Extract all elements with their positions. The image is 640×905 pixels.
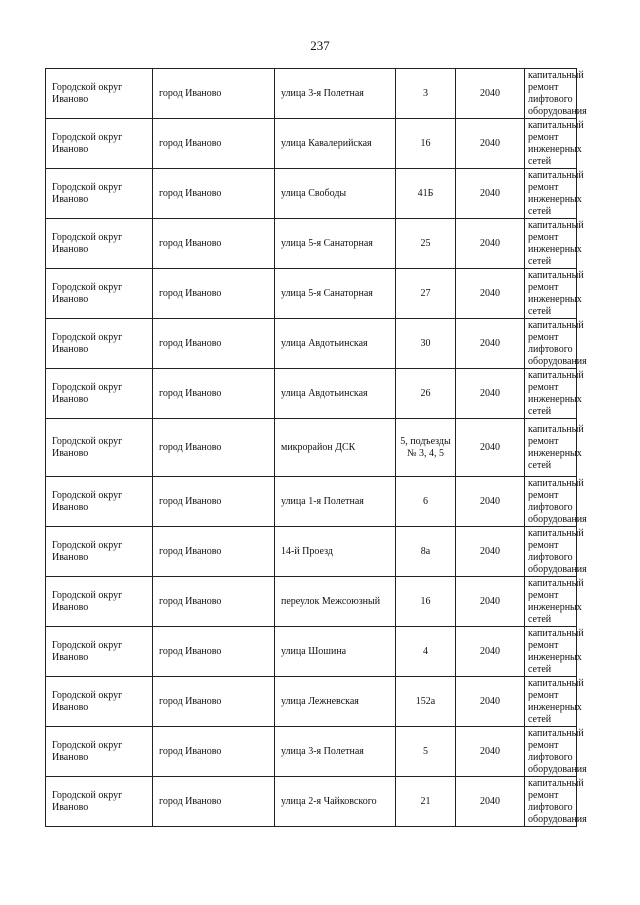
table-row — [46, 369, 577, 419]
table-row — [46, 577, 577, 627]
table-row — [46, 169, 577, 219]
work-type-cell: капитальный ремонт инженерных сетей — [525, 627, 577, 677]
house-cell: 152а — [396, 677, 456, 727]
district-cell: Городской округ Иваново — [46, 69, 153, 119]
district-cell: Городской округ Иваново — [46, 477, 153, 527]
street-cell: улица 5-я Санаторная — [275, 219, 396, 269]
house-cell: 30 — [396, 319, 456, 369]
table-row — [46, 727, 577, 777]
district-cell: Городской округ Иваново — [46, 527, 153, 577]
work-type-cell: капитальный ремонт лифтового оборудования — [525, 69, 577, 119]
district-cell: Городской округ Иваново — [46, 219, 153, 269]
year-cell: 2040 — [456, 577, 525, 627]
street-cell: микрорайон ДСК — [275, 419, 396, 477]
house-cell: 6 — [396, 477, 456, 527]
table-row — [46, 219, 577, 269]
table-row — [46, 527, 577, 577]
year-cell: 2040 — [456, 69, 525, 119]
city-cell: город Иваново — [153, 419, 275, 477]
table-row — [46, 777, 577, 827]
year-cell: 2040 — [456, 677, 525, 727]
work-type-cell: капитальный ремонт инженерных сетей — [525, 269, 577, 319]
work-type-cell: капитальный ремонт лифтового оборудования — [525, 319, 577, 369]
district-cell: Городской округ Иваново — [46, 577, 153, 627]
house-cell: 3 — [396, 69, 456, 119]
city-cell: город Иваново — [153, 627, 275, 677]
year-cell: 2040 — [456, 269, 525, 319]
year-cell: 2040 — [456, 727, 525, 777]
district-cell: Городской округ Иваново — [46, 419, 153, 477]
work-type-cell: капитальный ремонт инженерных сетей — [525, 577, 577, 627]
year-cell: 2040 — [456, 419, 525, 477]
city-cell: город Иваново — [153, 169, 275, 219]
street-cell: улица 3-я Полетная — [275, 69, 396, 119]
year-cell: 2040 — [456, 777, 525, 827]
city-cell: город Иваново — [153, 677, 275, 727]
house-cell: 4 — [396, 627, 456, 677]
street-cell: улица 3-я Полетная — [275, 727, 396, 777]
district-cell: Городской округ Иваново — [46, 169, 153, 219]
work-type-cell: капитальный ремонт инженерных сетей — [525, 169, 577, 219]
street-cell: улица Лежневская — [275, 677, 396, 727]
house-cell: 16 — [396, 119, 456, 169]
repair-schedule-table — [45, 68, 587, 827]
house-cell: 5 — [396, 727, 456, 777]
street-cell: переулок Межсоюзный — [275, 577, 396, 627]
house-cell: 26 — [396, 369, 456, 419]
work-type-cell: капитальный ремонт инженерных сетей — [525, 119, 577, 169]
city-cell: город Иваново — [153, 369, 275, 419]
city-cell: город Иваново — [153, 119, 275, 169]
house-cell: 8а — [396, 527, 456, 577]
year-cell: 2040 — [456, 319, 525, 369]
district-cell: Городской округ Иваново — [46, 777, 153, 827]
city-cell: город Иваново — [153, 269, 275, 319]
year-cell: 2040 — [456, 627, 525, 677]
table-row — [46, 419, 577, 477]
street-cell: улица 1-я Полетная — [275, 477, 396, 527]
table-row — [46, 677, 577, 727]
work-type-cell: капитальный ремонт лифтового оборудования — [525, 477, 577, 527]
street-cell: улица Авдотьинская — [275, 369, 396, 419]
year-cell: 2040 — [456, 169, 525, 219]
district-cell: Городской округ Иваново — [46, 369, 153, 419]
table-row — [46, 269, 577, 319]
house-cell: 41Б — [396, 169, 456, 219]
city-cell: город Иваново — [153, 777, 275, 827]
table-row — [46, 477, 577, 527]
house-cell: 27 — [396, 269, 456, 319]
street-cell: улица 5-я Санаторная — [275, 269, 396, 319]
district-cell: Городской округ Иваново — [46, 627, 153, 677]
street-cell: 14-й Проезд — [275, 527, 396, 577]
year-cell: 2040 — [456, 219, 525, 269]
work-type-cell: капитальный ремонт лифтового оборудования — [525, 527, 577, 577]
work-type-cell: капитальный ремонт инженерных сетей — [525, 419, 577, 477]
table-row — [46, 119, 577, 169]
district-cell: Городской округ Иваново — [46, 119, 153, 169]
street-cell: улица Свободы — [275, 169, 396, 219]
street-cell: улица Кавалерийская — [275, 119, 396, 169]
year-cell: 2040 — [456, 369, 525, 419]
table-row — [46, 69, 577, 119]
city-cell: город Иваново — [153, 727, 275, 777]
house-cell: 16 — [396, 577, 456, 627]
table-row — [46, 627, 577, 677]
house-cell: 21 — [396, 777, 456, 827]
city-cell: город Иваново — [153, 319, 275, 369]
year-cell: 2040 — [456, 477, 525, 527]
table-row — [46, 319, 577, 369]
year-cell: 2040 — [456, 527, 525, 577]
year-cell: 2040 — [456, 119, 525, 169]
district-cell: Городской округ Иваново — [46, 269, 153, 319]
work-type-cell: капитальный ремонт лифтового оборудования — [525, 777, 577, 827]
street-cell: улица 2-я Чайковского — [275, 777, 396, 827]
house-cell: 25 — [396, 219, 456, 269]
city-cell: город Иваново — [153, 219, 275, 269]
street-cell: улица Авдотьинская — [275, 319, 396, 369]
work-type-cell: капитальный ремонт инженерных сетей — [525, 369, 577, 419]
city-cell: город Иваново — [153, 577, 275, 627]
work-type-cell: капитальный ремонт лифтового оборудования — [525, 727, 577, 777]
street-cell: улица Шошина — [275, 627, 396, 677]
work-type-cell: капитальный ремонт инженерных сетей — [525, 219, 577, 269]
city-cell: город Иваново — [153, 527, 275, 577]
district-cell: Городской округ Иваново — [46, 727, 153, 777]
page-number: 237 — [310, 38, 330, 53]
district-cell: Городской округ Иваново — [46, 677, 153, 727]
city-cell: город Иваново — [153, 477, 275, 527]
house-cell: 5, подъезды № 3, 4, 5 — [396, 419, 456, 477]
work-type-cell: капитальный ремонт инженерных сетей — [525, 677, 577, 727]
city-cell: город Иваново — [153, 69, 275, 119]
district-cell: Городской округ Иваново — [46, 319, 153, 369]
